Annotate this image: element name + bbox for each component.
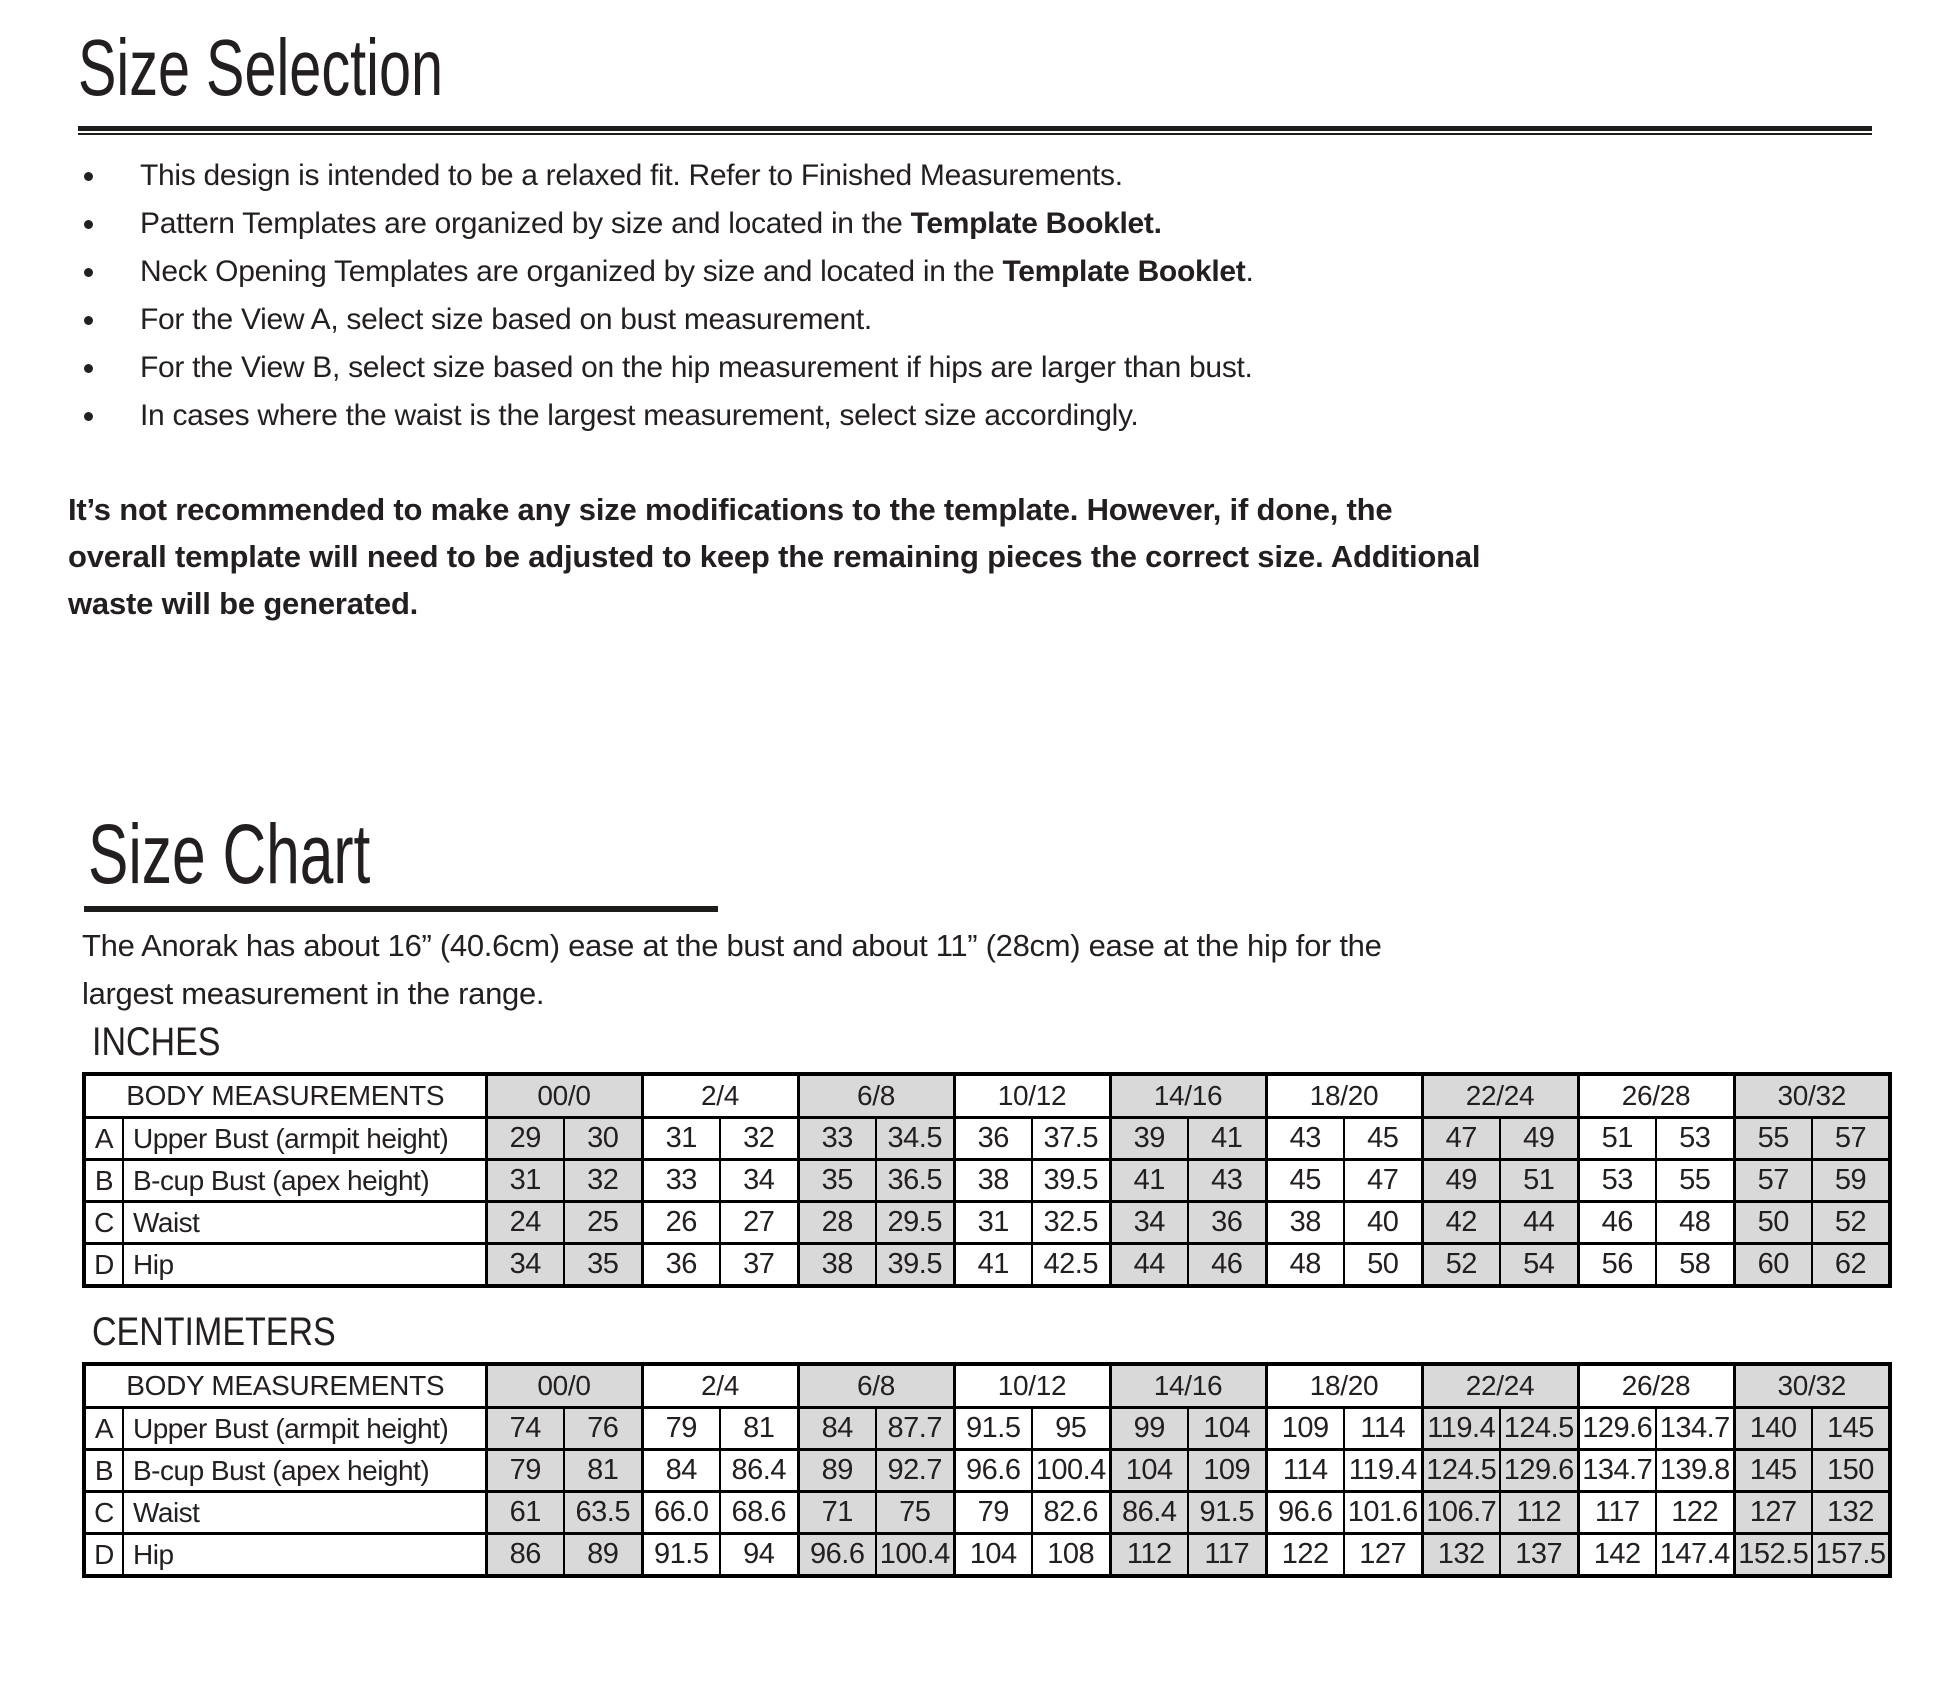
corner-header: BODY MEASUREMENTS [84, 1364, 486, 1408]
value-cell: 86.4 [1110, 1492, 1188, 1534]
value-cell: 150 [1812, 1450, 1890, 1492]
measurement-row [84, 1202, 1890, 1244]
size-col-header: 14/16 [1110, 1074, 1266, 1118]
size-col-header: 14/16 [1110, 1364, 1266, 1408]
size-col-header: 10/12 [954, 1364, 1110, 1408]
value-cell: 145 [1812, 1408, 1890, 1450]
row-label: Hip [123, 1244, 486, 1287]
value-cell: 114 [1344, 1408, 1422, 1450]
bullet-text-segment: Pattern Templates are organized by size and located in the [140, 207, 911, 240]
title-rule [78, 126, 1872, 135]
value-cell: 127 [1344, 1534, 1422, 1577]
value-cell: 29.5 [876, 1202, 954, 1244]
value-cell: 81 [720, 1408, 798, 1450]
table-head [84, 1364, 1890, 1408]
value-cell: 89 [564, 1534, 642, 1577]
value-cell: 30 [564, 1118, 642, 1160]
value-cell: 124.5 [1422, 1450, 1500, 1492]
bullet-icon [84, 316, 93, 325]
modification-note [68, 486, 1480, 627]
value-cell: 76 [564, 1408, 642, 1450]
value-cell: 74 [486, 1408, 564, 1450]
size-table-centimeters [82, 1362, 1892, 1578]
value-cell: 140 [1734, 1408, 1812, 1450]
table-body [84, 1408, 1890, 1577]
value-cell: 152.5 [1734, 1534, 1812, 1577]
ease-line: The Anorak has about 16” (40.6cm) ease at the bust and about 11” (28cm) ease at the hip for the [82, 928, 1382, 963]
row-letter: D [84, 1244, 123, 1287]
value-cell: 96.6 [798, 1534, 876, 1577]
bullet-text [140, 209, 1162, 239]
value-cell: 94 [720, 1534, 798, 1577]
bullet-text-bold: Template Booklet. [910, 207, 1162, 240]
value-cell: 122 [1266, 1534, 1344, 1577]
measurement-row [84, 1118, 1890, 1160]
measurement-table-block-inches [82, 1022, 1892, 1288]
value-cell: 53 [1656, 1118, 1734, 1160]
ease-description [82, 922, 1382, 1018]
header-row [84, 1364, 1890, 1408]
value-cell: 31 [486, 1160, 564, 1202]
value-cell: 34 [720, 1160, 798, 1202]
size-col-header: 2/4 [642, 1364, 798, 1408]
size-selection-title: Size Selection [78, 23, 444, 112]
row-label: Hip [123, 1534, 486, 1577]
value-cell: 124.5 [1500, 1408, 1578, 1450]
value-cell: 134.7 [1656, 1408, 1734, 1450]
value-cell: 41 [954, 1244, 1032, 1287]
value-cell: 32 [564, 1160, 642, 1202]
row-letter: A [84, 1408, 123, 1450]
value-cell: 48 [1656, 1202, 1734, 1244]
row-letter: B [84, 1450, 123, 1492]
value-cell: 106.7 [1422, 1492, 1500, 1534]
bullet-icon [84, 220, 93, 229]
value-cell: 57 [1812, 1118, 1890, 1160]
value-cell: 79 [642, 1408, 720, 1450]
value-cell: 95 [1032, 1408, 1110, 1450]
bullet-icon [84, 172, 93, 181]
value-cell: 122 [1656, 1492, 1734, 1534]
bullet-list [84, 152, 1254, 440]
bullet-text [140, 353, 1253, 383]
value-cell: 45 [1266, 1160, 1344, 1202]
measurement-row [84, 1244, 1890, 1287]
value-cell: 36 [642, 1244, 720, 1287]
table-heading-centimeters: CENTIMETERS [92, 1310, 336, 1354]
value-cell: 86 [486, 1534, 564, 1577]
value-cell: 39.5 [1032, 1160, 1110, 1202]
value-cell: 68.6 [720, 1492, 798, 1534]
corner-header: BODY MEASUREMENTS [84, 1074, 486, 1118]
size-col-header: 6/8 [798, 1364, 954, 1408]
value-cell: 49 [1500, 1118, 1578, 1160]
value-cell: 41 [1188, 1118, 1266, 1160]
value-cell: 38 [798, 1244, 876, 1287]
value-cell: 86.4 [720, 1450, 798, 1492]
value-cell: 127 [1734, 1492, 1812, 1534]
value-cell: 36.5 [876, 1160, 954, 1202]
value-cell: 63.5 [564, 1492, 642, 1534]
row-label: Waist [123, 1202, 486, 1244]
header-row [84, 1074, 1890, 1118]
table-head [84, 1074, 1890, 1118]
value-cell: 157.5 [1812, 1534, 1890, 1577]
value-cell: 31 [642, 1118, 720, 1160]
bullet-item [84, 392, 1254, 440]
size-col-header: 18/20 [1266, 1364, 1422, 1408]
value-cell: 55 [1656, 1160, 1734, 1202]
value-cell: 104 [954, 1534, 1032, 1577]
size-col-header: 18/20 [1266, 1074, 1422, 1118]
note-line: It’s not recommended to make any size modifications to the template. However, if done, the [68, 491, 1393, 527]
value-cell: 42 [1422, 1202, 1500, 1244]
value-cell: 50 [1734, 1202, 1812, 1244]
value-cell: 87.7 [876, 1408, 954, 1450]
size-col-header: 26/28 [1578, 1364, 1734, 1408]
value-cell: 35 [564, 1244, 642, 1287]
value-cell: 34.5 [876, 1118, 954, 1160]
value-cell: 51 [1500, 1160, 1578, 1202]
value-cell: 28 [798, 1202, 876, 1244]
bullet-text-segment: This design is intended to be a relaxed fit. Refer to Finished Measurements. [140, 159, 1123, 192]
bullet-text [140, 401, 1138, 431]
value-cell: 24 [486, 1202, 564, 1244]
bullet-item [84, 200, 1254, 248]
value-cell: 52 [1422, 1244, 1500, 1287]
size-col-header: 00/0 [486, 1364, 642, 1408]
bullet-text-segment: For the View A, select size based on bust measurement. [140, 303, 872, 336]
value-cell: 62 [1812, 1244, 1890, 1287]
value-cell: 33 [798, 1118, 876, 1160]
row-letter: A [84, 1118, 123, 1160]
size-col-header: 22/24 [1422, 1074, 1578, 1118]
size-col-header: 26/28 [1578, 1074, 1734, 1118]
row-label: Upper Bust (armpit height) [123, 1118, 486, 1160]
value-cell: 47 [1344, 1160, 1422, 1202]
value-cell: 96.6 [954, 1450, 1032, 1492]
value-cell: 145 [1734, 1450, 1812, 1492]
value-cell: 137 [1500, 1534, 1578, 1577]
value-cell: 139.8 [1656, 1450, 1734, 1492]
value-cell: 33 [642, 1160, 720, 1202]
value-cell: 91.5 [954, 1408, 1032, 1450]
value-cell: 129.6 [1500, 1450, 1578, 1492]
value-cell: 119.4 [1422, 1408, 1500, 1450]
value-cell: 31 [954, 1202, 1032, 1244]
value-cell: 55 [1734, 1118, 1812, 1160]
value-cell: 53 [1578, 1160, 1656, 1202]
value-cell: 48 [1266, 1244, 1344, 1287]
value-cell: 99 [1110, 1408, 1188, 1450]
value-cell: 71 [798, 1492, 876, 1534]
bullet-text-segment: In cases where the waist is the largest measurement, select size accordingly. [140, 399, 1139, 432]
measurement-row [84, 1492, 1890, 1534]
bullet-text [140, 305, 872, 335]
row-letter: D [84, 1534, 123, 1577]
value-cell: 46 [1188, 1244, 1266, 1287]
value-cell: 104 [1188, 1408, 1266, 1450]
value-cell: 134.7 [1578, 1450, 1656, 1492]
value-cell: 79 [954, 1492, 1032, 1534]
value-cell: 43 [1188, 1160, 1266, 1202]
value-cell: 40 [1344, 1202, 1422, 1244]
value-cell: 84 [798, 1408, 876, 1450]
value-cell: 75 [876, 1492, 954, 1534]
value-cell: 50 [1344, 1244, 1422, 1287]
value-cell: 37.5 [1032, 1118, 1110, 1160]
value-cell: 84 [642, 1450, 720, 1492]
value-cell: 25 [564, 1202, 642, 1244]
ease-line: largest measurement in the range. [82, 976, 545, 1011]
value-cell: 56 [1578, 1244, 1656, 1287]
size-col-header: 2/4 [642, 1074, 798, 1118]
value-cell: 36 [1188, 1202, 1266, 1244]
bullet-text [140, 257, 1254, 287]
size-col-header: 30/32 [1734, 1074, 1890, 1118]
size-col-header: 00/0 [486, 1074, 642, 1118]
value-cell: 81 [564, 1450, 642, 1492]
value-cell: 112 [1500, 1492, 1578, 1534]
bullet-icon [84, 412, 93, 421]
value-cell: 112 [1110, 1534, 1188, 1577]
note-line: overall template will need to be adjusted to keep the remaining pieces the correct size. Additional [68, 538, 1481, 574]
value-cell: 42.5 [1032, 1244, 1110, 1287]
table-body [84, 1118, 1890, 1287]
value-cell: 27 [720, 1202, 798, 1244]
value-cell: 44 [1110, 1244, 1188, 1287]
value-cell: 142 [1578, 1534, 1656, 1577]
value-cell: 132 [1812, 1492, 1890, 1534]
value-cell: 119.4 [1344, 1450, 1422, 1492]
bullet-text-bold: Template Booklet [1002, 255, 1246, 288]
bullet-item [84, 248, 1254, 296]
value-cell: 96.6 [1266, 1492, 1344, 1534]
row-letter: C [84, 1202, 123, 1244]
value-cell: 79 [486, 1450, 564, 1492]
size-col-header: 30/32 [1734, 1364, 1890, 1408]
value-cell: 92.7 [876, 1450, 954, 1492]
value-cell: 54 [1500, 1244, 1578, 1287]
value-cell: 46 [1578, 1202, 1656, 1244]
size-chart-rule [84, 906, 718, 912]
row-letter: C [84, 1492, 123, 1534]
value-cell: 129.6 [1578, 1408, 1656, 1450]
value-cell: 104 [1110, 1450, 1188, 1492]
size-chart-title: Size Chart [88, 807, 371, 901]
value-cell: 147.4 [1656, 1534, 1734, 1577]
bullet-item [84, 152, 1254, 200]
value-cell: 45 [1344, 1118, 1422, 1160]
value-cell: 32 [720, 1118, 798, 1160]
value-cell: 91.5 [642, 1534, 720, 1577]
value-cell: 49 [1422, 1160, 1500, 1202]
value-cell: 132 [1422, 1534, 1500, 1577]
size-col-header: 22/24 [1422, 1364, 1578, 1408]
value-cell: 100.4 [876, 1534, 954, 1577]
row-label: B-cup Bust (apex height) [123, 1450, 486, 1492]
value-cell: 59 [1812, 1160, 1890, 1202]
value-cell: 52 [1812, 1202, 1890, 1244]
value-cell: 117 [1578, 1492, 1656, 1534]
value-cell: 36 [954, 1118, 1032, 1160]
value-cell: 47 [1422, 1118, 1500, 1160]
value-cell: 100.4 [1032, 1450, 1110, 1492]
bullet-text-segment: . [1245, 255, 1254, 288]
value-cell: 39.5 [876, 1244, 954, 1287]
value-cell: 109 [1188, 1450, 1266, 1492]
bullet-icon [84, 364, 93, 373]
bullet-text-segment: Neck Opening Templates are organized by size and located in the [140, 255, 1003, 288]
value-cell: 38 [954, 1160, 1032, 1202]
row-label: Waist [123, 1492, 486, 1534]
row-label: B-cup Bust (apex height) [123, 1160, 486, 1202]
value-cell: 39 [1110, 1118, 1188, 1160]
measurement-row [84, 1450, 1890, 1492]
value-cell: 82.6 [1032, 1492, 1110, 1534]
value-cell: 51 [1578, 1118, 1656, 1160]
bullet-item [84, 344, 1254, 392]
note-line: waste will be generated. [68, 585, 419, 621]
value-cell: 66.0 [642, 1492, 720, 1534]
measurement-row [84, 1160, 1890, 1202]
value-cell: 34 [1110, 1202, 1188, 1244]
measurement-row [84, 1408, 1890, 1450]
bullet-icon [84, 268, 93, 277]
value-cell: 91.5 [1188, 1492, 1266, 1534]
value-cell: 61 [486, 1492, 564, 1534]
size-table-inches [82, 1072, 1892, 1288]
bullet-text [140, 161, 1123, 191]
value-cell: 89 [798, 1450, 876, 1492]
value-cell: 37 [720, 1244, 798, 1287]
size-col-header: 10/12 [954, 1074, 1110, 1118]
value-cell: 26 [642, 1202, 720, 1244]
value-cell: 29 [486, 1118, 564, 1160]
value-cell: 57 [1734, 1160, 1812, 1202]
value-cell: 35 [798, 1160, 876, 1202]
bullet-text-segment: For the View B, select size based on the hip measurement if hips are larger than bust. [140, 351, 1253, 384]
value-cell: 109 [1266, 1408, 1344, 1450]
size-col-header: 6/8 [798, 1074, 954, 1118]
value-cell: 117 [1188, 1534, 1266, 1577]
value-cell: 60 [1734, 1244, 1812, 1287]
value-cell: 44 [1500, 1202, 1578, 1244]
table-heading-inches: INCHES [92, 1020, 221, 1064]
value-cell: 43 [1266, 1118, 1344, 1160]
row-letter: B [84, 1160, 123, 1202]
value-cell: 32.5 [1032, 1202, 1110, 1244]
value-cell: 38 [1266, 1202, 1344, 1244]
value-cell: 58 [1656, 1244, 1734, 1287]
row-label: Upper Bust (armpit height) [123, 1408, 486, 1450]
value-cell: 108 [1032, 1534, 1110, 1577]
value-cell: 34 [486, 1244, 564, 1287]
value-cell: 41 [1110, 1160, 1188, 1202]
value-cell: 114 [1266, 1450, 1344, 1492]
bullet-item [84, 296, 1254, 344]
measurement-table-block-centimeters [82, 1312, 1892, 1578]
measurement-row [84, 1534, 1890, 1577]
value-cell: 101.6 [1344, 1492, 1422, 1534]
